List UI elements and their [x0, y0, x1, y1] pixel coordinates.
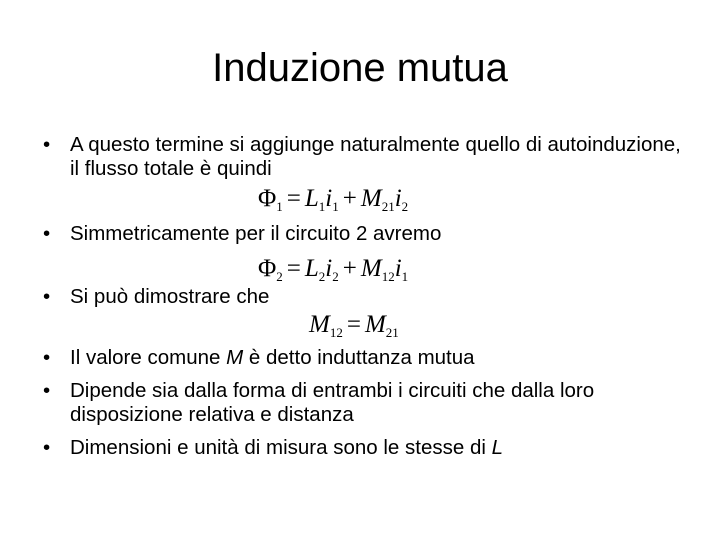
bullet-text: Si può dimostrare che: [70, 285, 270, 308]
bullet-text: Il valore comune M è detto induttanza mutua: [70, 346, 475, 369]
bullet-text: A questo termine si aggiunge naturalmente quello di autoinduzione, il flusso totale è quindi: [70, 133, 681, 180]
bullet-text: Simmetricamente per il circuito 2 avremo: [70, 222, 442, 245]
bullet-marker: •: [43, 379, 51, 402]
formula-flux-2: $\Phi_2 = L_2i_2 + M_{12}i_1$: [258, 255, 409, 284]
bullet-text: Dimensioni e unità di misura sono le stesse di L: [70, 436, 504, 459]
variable-L: L: [491, 436, 504, 459]
bullet-text: Dipende sia dalla forma di entrambi i circuiti che dalla loro disposizione relativa e distanza: [70, 379, 595, 426]
formula-flux-1: $\Phi_1 = L_1i_1 + M_{21}i_2$: [258, 185, 409, 214]
variable-M: M: [226, 346, 244, 369]
bullet-marker: •: [43, 436, 51, 459]
formula-mutual-equality: $M_{12} = M_{21}$: [309, 311, 399, 340]
bullet-marker: •: [43, 133, 51, 156]
slide-title: Induzione mutua: [212, 46, 508, 90]
bullet-marker: •: [43, 346, 51, 369]
bullet-marker: •: [43, 285, 51, 308]
bullet-marker: •: [43, 222, 51, 245]
